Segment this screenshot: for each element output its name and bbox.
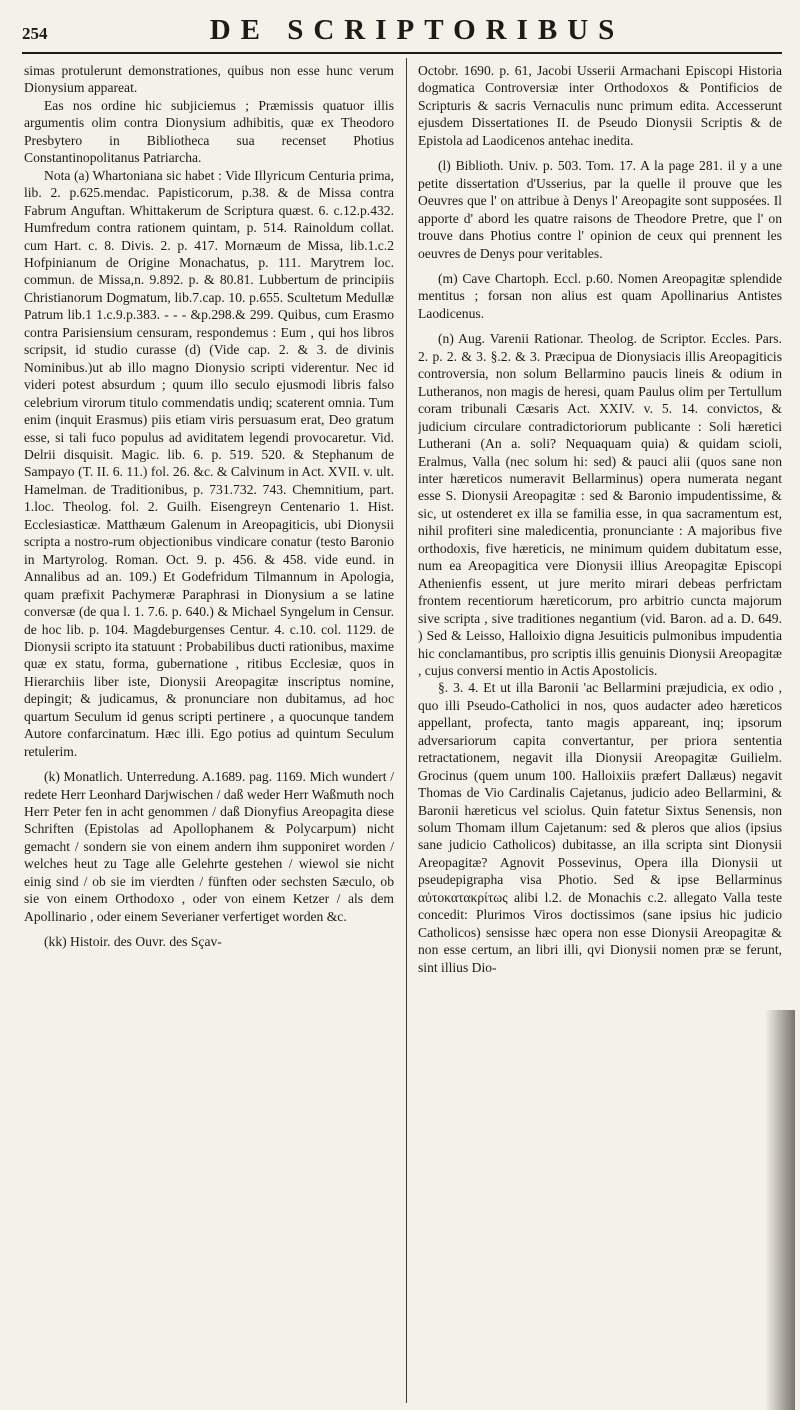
- paragraph: Eas nos ordine hic subjiciemus ; Præmissis quatuor illis argumentis olim contra Dionysium adhibitis, quæ ex Theodoro Presbytero in Bibliotheca sua recenset Photius Constantinopolitanus Patriarcha.: [24, 97, 394, 166]
- footnote-a: Nota (a) Whartoniana sic habet : Vide Illyricum Centuria prima, lib. 2. p.625.mendac. Papisticorum, p.38. & de Missa contra Fabrum Anguftan. Whittakerum de Scriptura quæst. 6. c.12.p.432. Humfredum contra rationem quintam, p. 514. Rainoldum collat. cum Hart. c. 8. Divis. 2. p. 417. Mornæum de Missa, lib.1.c.2 Hofpinianum de Origine Monachatus, p. 111. Marytrem loc. commun. de Missa,n. 9.892. p. & 80.81. Lubbertum de principiis Christianorum Dogmatum, lib.7.cap. 10. p.655. Scultetum Medullæ Patrum lib.1 1.c.9.p.383. - - - &p.298.& 299. Quibus, cum Erasmo contra Parisiensium censuram, respondemus : Eum , qui hos libros scripsit, id studio curasse (d) (Vide cap. 2. & 3. de divinis Nominibus.)ut ab illo magno Dionysio scripti viderentur. Nec id videri potest absurdum ; quum illo seculo ejusmodi libris falso celebrium virorum titulo commendatis undiq; scaterent omnia. Tum enim (inquit Erasmus) piis etiam viris persuasum erat, Deo gratum esse, si tali fuco populus ad aviditatem legendi provocaretur. Vid. Delrii disquisit. Magic. lib. 6. p. 519. 520. & Stephanum de Sampayo (T. II. 6. 11.) fol. 26. &c. & Calvinum in Act. XVII. v. ult. Hamelman. de Traditionibus, p. 731.732. 743. Chemnitium, part. 1.loc. Theolog. fol. 2. Guilh. Eisengreyn Centenario 1. Hist. Ecclesiasticæ. Matthæum Galenum in Areopagiticis, ubi Dionysii scripta a nostro-rum objectionibus vindicare conatur (testo Baronio in Martyrolog. Roman. Oct. 9. p. 456. & 458. vide eund. in Annalibus ad an. 109.) Et Godefridum Tilmannum in Apologia, quam præfixit Pachymeræ Paraphrasi in Dionysium a se latine conversæ (de qua l. 1. 7.6. p. 640.) & Michael Syngelum in Censur. de hoc lib. p. 104. Magdeburgenses Centur. 4. c.10. col. 1129. de Dionysii scripto ita statuunt : Probabilibus ducti rationibus, maxime quæ ex statu, forma, gubernatione , ritibus Ecclesiæ, quos in Hierarchiis liber iste, Dionysii Areopagitæ inscriptus nomine, depingit; & judicamus, & pronunciare non dubitamus, ad hoc quartum Seculum id genus scripti pertinere , a quocunque tandem Autore confarcinatum. Hæc illi. Ego potius ad quintum Seculum retulerim.: [24, 167, 394, 759]
- header-rule: [22, 52, 782, 54]
- page-edge-shadow: [765, 1010, 795, 1410]
- paragraph: simas protulerunt demonstrationes, quibus non esse hunc verum Dionysium appareat.: [24, 63, 394, 96]
- footnote-l: (l) Biblioth. Univ. p. 503. Tom. 17. A la page 281. il y a une petite dissertation d'Usserius, par la quelle il prouve que les Oeuvres que l' on attribue à Denys l' Areopagite sont supposées. Il apporte d' abord les quatre raisons de Theodore Pretre, que l' on trouve dans Photius contre l' opinion de ceux qui prennent les oeuvres de Denys pour veritables.: [418, 158, 782, 261]
- footnote-m: (m) Cave Chartoph. Eccl. p.60. Nomen Areopagitæ splendide mentitus ; forsan non alius est quam Apollinarius Antistes Laodicenus.: [418, 270, 782, 321]
- page-header: [22, 14, 782, 48]
- page-number: 254: [22, 24, 48, 43]
- column-divider: [406, 58, 407, 1403]
- footnote-kk: (kk) Histoir. des Ouvr. des Sçav-: [44, 934, 222, 950]
- right-column: [418, 62, 782, 1402]
- paragraph: Octobr. 1690. p. 61, Jacobi Usserii Armachani Episcopi Historia dogmatica Controversiæ inter Orthodoxos & Pontificios de Scripturis & sacris Vernaculis nunc primum edita. Accesserunt ejusdem Dissertationes II. de Pseudo Dionysii Scriptis & de Epistola ad Laodicenos antehac inedita.: [418, 63, 782, 148]
- footnote-n: (n) Aug. Varenii Rationar. Theolog. de Scriptor. Eccles. Pars. 2. p. 2. & 3. §.2. & 3. Præcipua de Dionysiacis illis Areopagiticis controversia, non solum Bellarmino paucis lineis & odium in Lutheranos, non magis de heresi, quam Paulus olim per Tertullum coram tribunali Cæsaris Act. XXIV. v. 5. 14. convictos, & judicium circulare contradictoriorum publicante : Soli hæretici Lutherani (An a. soli? Nequaquam quia) & quidam scioli, Eralmus, Valla (nec solum hi: sed) & pauci alii (quos sane non inter hæreticos numeravit Bellarminus) opera numerata negant esse S. Dionysii Areopagitæ : sed & Baronio impudentissime, & sic, ut ostenderet ex illa se familia esse, in qua sacramentum est, nihil profiteri sine maledicentia, pronunciante : A majoribus five orthodoxis, five hæreticis, ne minimum quidem dubitatum esse, num ea Areopagitica vere Dionysii illius Areopagitæ Episcopi Athenienfis essent, ut jure merito mirari debeas perfrictam frontem recentiorum hæreticorum, pro arbitrio cuncta majorum sive scripta , sive traditiones negantium (vid. Baron. ad a. D. 649. ) Sed & Leisso, Halloixio digna Jesuiticis pulmonibus impudentia hic conclamantibus, pro scriptis illis genuinis Dionysii Areopagitæ , cujus conversi mentio in Actis Apostolicis.: [418, 331, 782, 678]
- paragraph: §. 3. 4. Et ut illa Baronii 'ac Bellarmini præjudicia, ex odio , quo illi Pseudo-Catholici in nos, quos audacter adeo hæreticos appellant, profecta, tanto magis appareant, inq; ipsorum adversariorum capita convertantur, per priora sententia retractationem, negavit illa Dionysii Areopagitæ Guilielm. Grocinus (quem unum 100. Halloixiis præfert Dallæus) negavit Thomas de Vio Cardinalis Cajetanus, judicio adeo Bellarmini, & Baronii hæreticus vel sciolus. Quin fatetur Sixtus Senensis, non solum Thomam illum Cajetanum: sed & pleros que alios (ipsius sane judicio Catholicos) dubitasse, an illa scripta sint Dionysii Areopagitæ? Agnovit Possevinus, Opera illa Dionysii ut pseudepigrapha visa Photio. Sed & ipse Bellarminus αὐτοκατακρίτως alibi l.2. de Monachis c.2. allegato Valla teste concedit: Plurimos Viros doctissimos (sane ipsius hic judicio Catholicos) sensisse hæc opera non esse Dionysii Areopagitæ & non esse certum, an libri illi, qvi Dionysii nomen præ se ferunt, sint illius Dio-: [418, 680, 782, 975]
- running-title: DE SCRIPTORIBUS: [209, 14, 625, 46]
- left-column: [24, 62, 394, 1402]
- footnote-k: (k) Monatlich. Unterredung. A.1689. pag. 1169. Mich wundert / redete Herr Leonhard Darjwischen / daß weder Herr Waßmuth noch Herr Peter fen in acht genommen / daß Dionyfius Areopagita diese Schriften (Epistolas ad Apollophanem & Polycarpum) nicht gemacht / sondern sie von einem andern ihm supponiret worden / welches heut zu Tage alle Gelehrte gestehen / wiewol sie nicht einig sind / ob sie im vierdten / fünften oder sechsten Sæculo, ob sie von einem Orthodoxo , oder von einem Ketzer / als dem Apollinario , oder einem Severianer verfertiget worden &c.: [24, 769, 394, 924]
